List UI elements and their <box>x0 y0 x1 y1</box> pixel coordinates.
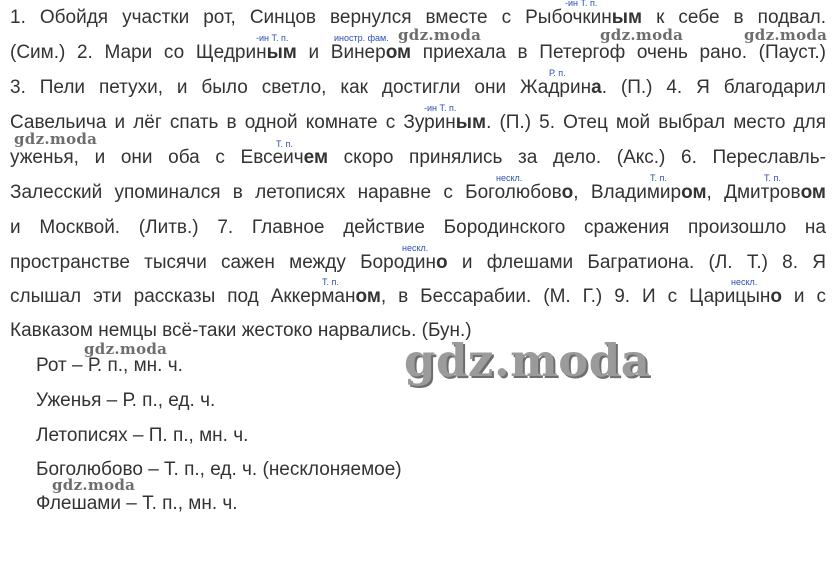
text-line: и Москвой. (Литв.) 7. Главное действие Бородинского сражения произошло на <box>10 217 826 238</box>
watermark: gdz.moda <box>744 26 828 44</box>
watermark: gdz.moda <box>52 476 136 494</box>
annotation: нескл. <box>731 277 758 287</box>
text-line: 3. Пели петухи, и было светло, как достигли они Жадрина. (П.) 4. Я благодарил <box>10 77 826 98</box>
text-line: уженья, и они оба с Евсеичем скоро принялись за дело. (Акс.) 6. Переславль- <box>10 147 826 168</box>
answer-line: Боголюбово – Т. п., ед. ч. (несклоняемое) <box>36 459 402 480</box>
annotation: Т. п. <box>764 173 781 183</box>
text-line: пространстве тысячи сажен между Бородино и флешами Багратиона. (Л. Т.) 8. Я <box>10 252 826 273</box>
annotation: нескл. <box>496 173 523 183</box>
answer-line: Флешами – Т. п., мн. ч. <box>36 493 238 514</box>
watermark: gdz.moda <box>600 26 684 44</box>
annotation: иностр. фам. <box>334 33 389 43</box>
answer-line: Летописях – П. п., мн. ч. <box>36 425 249 446</box>
watermark: gdz.moda <box>84 340 168 358</box>
text-line: Савельича и лёг спать в одной комнате с Зуриным. (П.) 5. Отец мой выбрал место для <box>10 112 826 133</box>
annotation: Р. п. <box>549 68 566 78</box>
text-line: слышал эти рассказы под Аккерманом, в Бессарабии. (М. Г.) 9. И с Царицыно и с <box>10 286 826 307</box>
text-line: 1. Обойдя участки рот, Синцов вернулся вместе с Рыбочкиным к себе в подвал. <box>10 7 826 28</box>
answer-line: Уженья – Р. п., ед. ч. <box>36 390 216 411</box>
annotation: -ин Т. п. <box>565 0 598 8</box>
watermark: gdz.moda <box>14 130 98 148</box>
text-line: Залесский упоминался в летописях наравне с Боголюбово, Владимиром, Дмитровом <box>10 182 826 203</box>
annotation: -ин Т. п. <box>256 33 289 43</box>
answer-line: Рот – Р. п., мн. ч. <box>36 355 183 376</box>
annotation: нескл. <box>402 243 429 253</box>
watermark-large: gdz.moda <box>404 334 651 387</box>
text-line: (Сим.) 2. Мари со Щедриным и Винером приехала в Петергоф очень рано. (Пауст.) <box>10 42 826 63</box>
text-line: Кавказом немцы всё-таки жестоко нарвались. (Бун.) <box>10 320 472 341</box>
annotation: Т. п. <box>650 173 667 183</box>
annotation: Т. п. <box>276 139 293 149</box>
watermark: gdz.moda <box>398 26 482 44</box>
annotation: -ин Т. п. <box>424 103 457 113</box>
annotation: Т. п. <box>322 277 339 287</box>
